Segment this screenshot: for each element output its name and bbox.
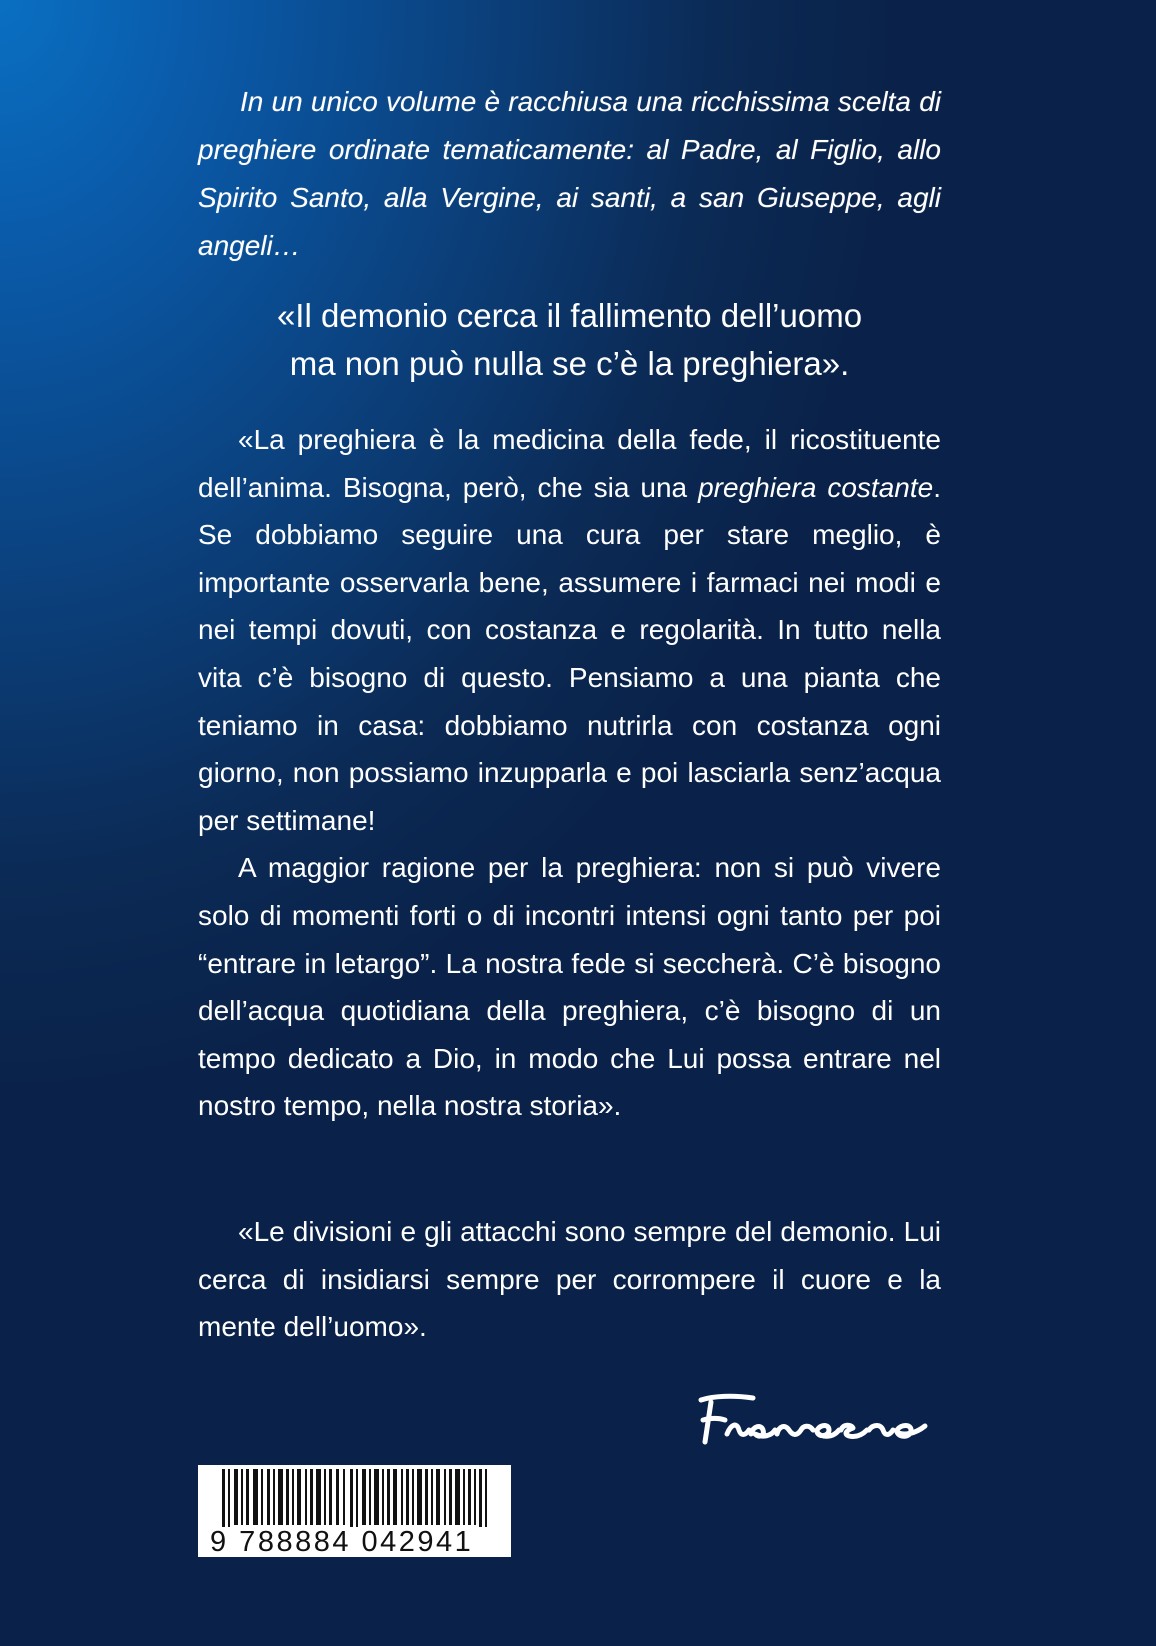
isbn-digits: 9 788884 042941 xyxy=(210,1526,474,1558)
barcode-bars xyxy=(198,1465,511,1527)
headline-line-2: ma non può nulla se c’è la preghiera». xyxy=(289,345,850,382)
first-quote-paragraph-1 xyxy=(198,416,941,844)
first-quote xyxy=(198,416,941,1130)
isbn-barcode xyxy=(198,1465,511,1557)
first-quote-paragraph-2: A maggior ragione per la preghiera: non si può vivere solo di momenti forti o di incontri intensi ogni tanto per poi “entrare in letargo”. La nostra fede si seccherà. C’è bisogno dell’acqua quotidiana della preghiera, c’è bisogno di un tempo dedicato a Dio, in modo che Lui possa entrare nel nostro tempo, nella nostra storia». xyxy=(198,852,941,1122)
francesco-signature xyxy=(693,1390,943,1450)
first-quote-text-end: . Se dobbiamo seguire una cura per stare meglio, è importante osservarla bene, assumere i farmaci nei modi e nei tempi dovuti, con costanza e regolarità. In tutto nella vita c’è bisogno di questo. Pensiamo a una pianta che teniamo in casa: dobbiamo nutrirla con costanza ogni giorno, non possiamo inzupparla e poi lasciarla senz’acqua per settimane! xyxy=(198,471,941,836)
intro-paragraph: In un unico volume è racchiusa una ricchissima scelta di preghiere ordinate tematicamente: al Padre, al Figlio, allo Spirito Santo, alla Vergine, ai santi, a san Giuseppe, agli angeli… xyxy=(198,86,941,261)
back-cover xyxy=(198,0,941,1646)
first-quote-text-start: «La preghiera è la medicina della fede, il ricostituente dell’anima. Bisogna, però, che sia una xyxy=(198,424,941,503)
second-quote-paragraph: «Le divisioni e gli attacchi sono sempre del demonio. Lui cerca di insidiarsi sempre per corrompere il cuore e la mente dell’uomo». xyxy=(198,1216,941,1343)
first-quote-emphasis: preghiera costante xyxy=(698,471,934,503)
headline-quote xyxy=(198,292,941,388)
second-quote xyxy=(198,1208,941,1351)
headline-line-1: «Il demonio cerca il fallimento dell’uomo xyxy=(276,297,863,334)
